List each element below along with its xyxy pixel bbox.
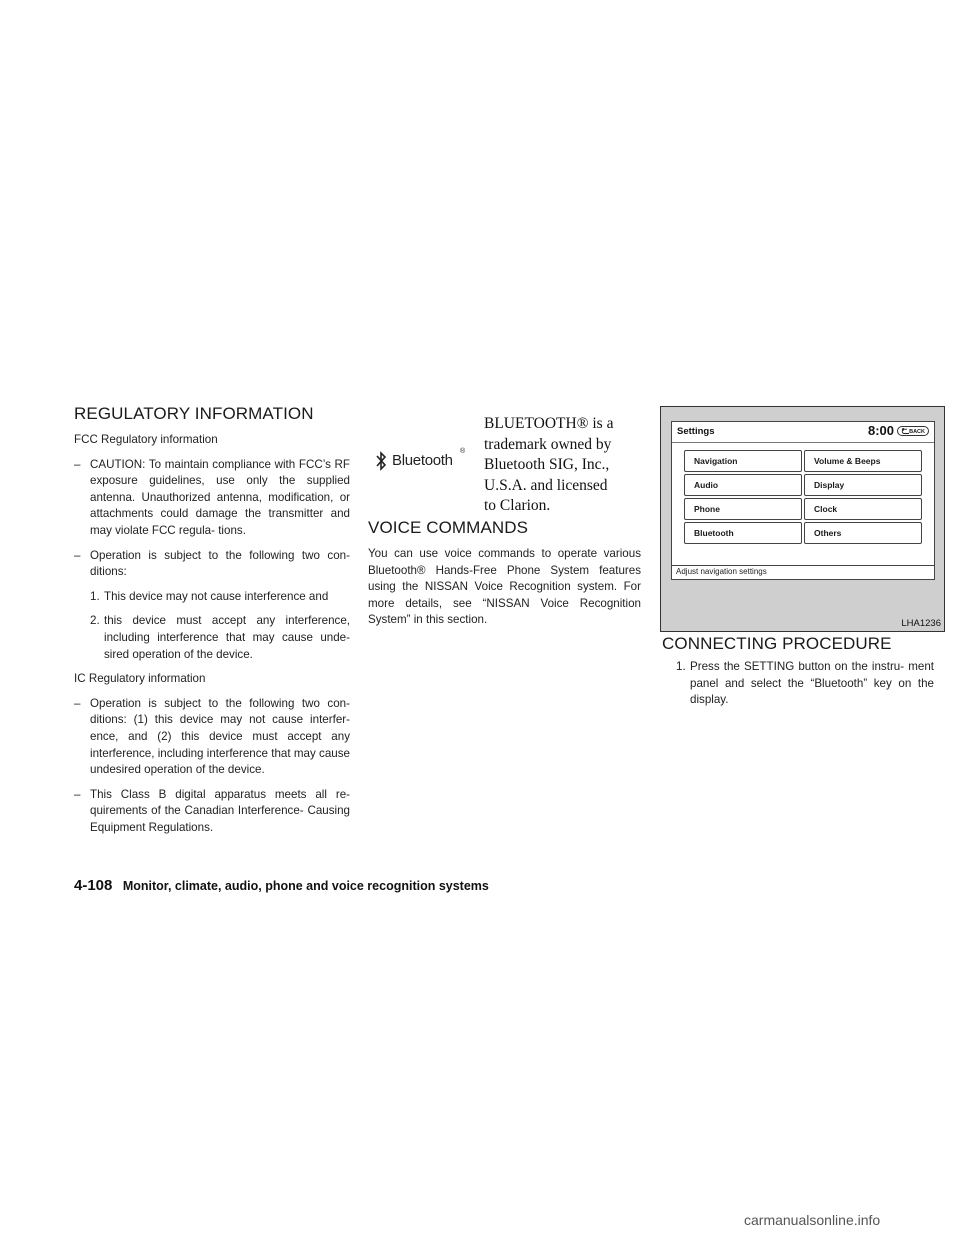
page-footer — [74, 877, 489, 895]
bluetooth-logo: Bluetooth ® — [372, 450, 472, 472]
trademark-notice — [484, 414, 629, 517]
back-arrow-icon — [901, 428, 910, 435]
menu-key-volume-beeps: Volume & Beeps — [804, 450, 922, 472]
menu-key-bluetooth: Bluetooth — [684, 522, 802, 544]
menu-key-display: Display — [804, 474, 922, 496]
fcc-item: – CAUTION: To maintain compliance with FCC’s RF exposure guidelines, use only the supplied antenna. Unauthorized antenna, modification, or attachments could damage the transmitter and may violate FCC regula- tions. — [74, 457, 350, 537]
fcc-label: FCC Regulatory information — [74, 433, 218, 446]
back-button: BACK — [897, 426, 929, 436]
voice-commands-heading: VOICE COMMANDS — [368, 518, 529, 537]
regulatory-body — [74, 432, 350, 844]
voice-commands-body: You can use voice commands to operate various Bluetooth® Hands-Free Phone System features using the NISSAN Voice Recognition system. For more details, see “NISSAN Voice Recognition System” in this section. — [368, 547, 641, 627]
settings-screen — [671, 421, 935, 580]
ic-item: – This Class B digital apparatus meets all re- quirements of the Canadian Interference- Causing Equipment Regulations. — [74, 787, 350, 834]
watermark: carmanualsonline.info — [744, 1212, 881, 1228]
settings-screen-figure — [660, 406, 945, 632]
trademark-line: Bluetooth SIG, Inc., — [484, 456, 610, 473]
fcc-item: – Operation is subject to the following two con- ditions: — [74, 548, 350, 579]
settings-menu — [684, 450, 922, 566]
bluetooth-logo-text: Bluetooth — [392, 452, 453, 469]
trademark-line: trademark owned by — [484, 435, 612, 453]
figure-code: LHA1236 — [901, 618, 941, 629]
connecting-procedure-heading: CONNECTING PROCEDURE — [662, 634, 892, 653]
trademark-line: BLUETOOTH® is a — [484, 415, 614, 432]
numbered-item: 2. this device must accept any interference, including interference that may cause unde- sired operation of the device. — [90, 614, 350, 661]
ic-item: – Operation is subject to the following two con- ditions: (1) this device may not cause interfer- ence, and (2) this device must accept any interference, including interference that may cause undesired operation of the device. — [74, 696, 350, 777]
numbered-item: 1. This device may not cause interference and — [90, 589, 329, 603]
bluetooth-icon — [374, 451, 388, 471]
trademark-line: to Clarion. — [484, 497, 551, 514]
regulatory-heading: REGULATORY INFORMATION — [74, 404, 314, 423]
screen-title: Settings — [677, 426, 715, 437]
menu-key-phone: Phone — [684, 498, 802, 520]
screen-clock: 8:00 — [867, 423, 894, 438]
menu-key-others: Others — [804, 522, 922, 544]
menu-key-clock: Clock — [804, 498, 922, 520]
trademark-line: U.S.A. and licensed — [484, 476, 608, 494]
section-title: Monitor, climate, audio, phone and voice recognition systems — [122, 879, 489, 893]
page-number: 4-108 — [74, 877, 113, 894]
ic-label: IC Regulatory information — [74, 672, 206, 686]
menu-key-audio: Audio — [684, 474, 802, 496]
screen-status-bar: Adjust navigation settings — [672, 565, 934, 579]
menu-key-navigation: Navigation — [684, 450, 802, 472]
connecting-step: 1. Press the SETTING button on the instru- ment panel and select the “Bluetooth” key on the display. — [676, 660, 934, 707]
